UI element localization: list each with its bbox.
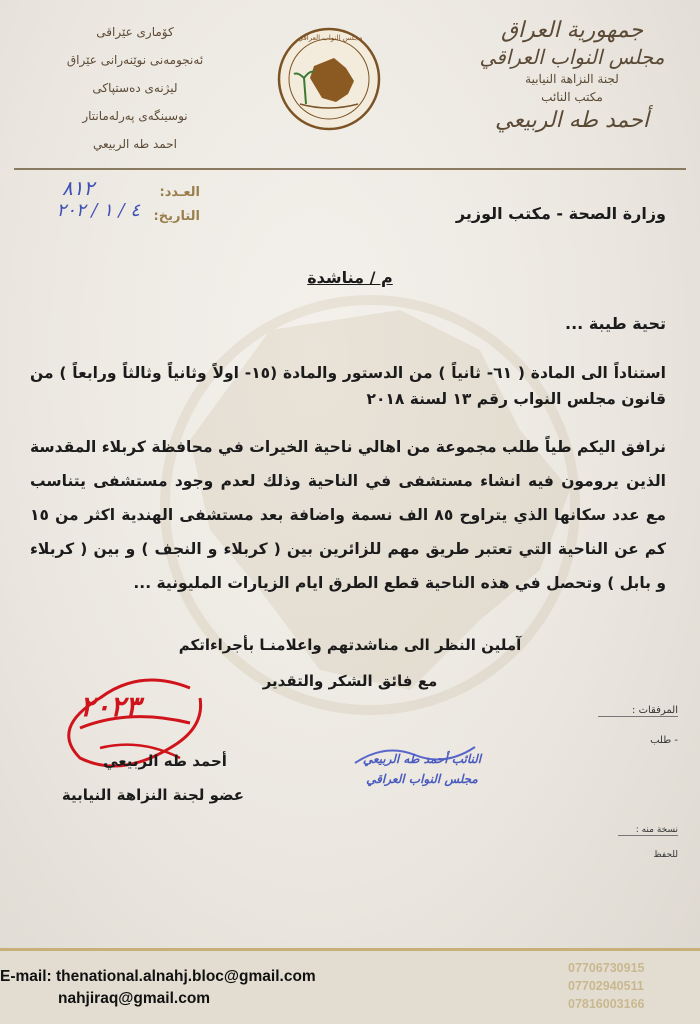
footer-phone-2: 07702940511	[568, 979, 644, 993]
number-value: ٨١٢	[62, 176, 95, 200]
header-ar-line4: مكتب النائب	[541, 90, 603, 104]
header-ar-line3: لجنة النزاهة النيابية	[525, 72, 619, 86]
header-kurdish	[30, 18, 240, 158]
paragraph-legal-basis: استناداً الى المادة ( ٦١- ثانياً ) من الدستور والمادة (١٥- اولاً وثانياً وثالثاً ورابعاً ) من قانون مجلس النواب رقم ١٣ لسنة ٢٠١٨	[30, 364, 666, 408]
stamp-line1: النائب أحمد طه الربيعي	[362, 752, 482, 766]
header-ku-line1: كۆماری عێراقی	[96, 25, 174, 39]
header-ar-line5: أحمد طه الربيعي	[495, 108, 649, 133]
signatory-name: أحمد طه الربيعي	[103, 752, 227, 770]
footer-email-primary[interactable]: E-mail: thenational.alnahj.bloc@gmail.com	[0, 968, 316, 985]
closing-line1: آملين النظر الى مناشدتهم واعلامنـا بأجراءاتكم	[178, 636, 522, 654]
greeting: تحية طيبة ...	[565, 314, 666, 333]
header-ar-line2: مجلس النواب العراقي	[479, 45, 665, 69]
header-ku-line3: لیژنەی دەستپاکی	[92, 81, 178, 95]
stamp-line2: مجلس النواب العراقي	[366, 772, 478, 786]
date-label: التاريخ:	[153, 209, 200, 224]
header-divider	[14, 168, 686, 170]
date-value: ٤ / ١ / ٢٠٢	[56, 200, 140, 221]
number-label: العـدد:	[159, 185, 200, 200]
copy-to-item: للحفظ	[653, 850, 678, 860]
signature-handwritten-date: ٢٠٢٣	[80, 690, 141, 723]
footer-email-secondary[interactable]: nahjiraq@gmail.com	[58, 990, 211, 1007]
footer-phone-3: 07816003166	[568, 997, 645, 1011]
number-row	[100, 181, 200, 200]
closing-line2: مع فائق الشكر والتقدير	[262, 672, 438, 690]
copy-to-label: نسخة منه :	[618, 825, 678, 836]
header-ku-line4: نوسینگەی پەرلەمانتار	[82, 109, 188, 123]
attachments-label: المرفقات :	[598, 705, 678, 717]
footer-phone-1: 07706730915	[568, 961, 645, 975]
header-ku-line2: ئەنجومەنی نوێنەرانی عێراق	[66, 53, 204, 67]
paragraph-request: نرافق اليكم طياً طلب مجموعة من اهالي ناحية الخيرات في محافظة كربلاء المقدسة الذين يرومون فيه انشاء مستشفى في الناحية وذلك لعدم وجود مستشفى يتناسب مع عدد سكانها الذي يتراوح ٨٥ الف نسمة واضافة بعد مستشفى الهندية اكثر من ١٥ كم عن الناحية التي تعتبر طريق مهم للزائرين بين ( كربلاء و النجف ) و بين ( كربلاء و بابل ) وتحصل في هذه الناحية قطع الطرق ايام الزيارات المليونية ...	[30, 438, 667, 592]
signatory-title: عضو لجنة النزاهة النيابية	[61, 786, 245, 804]
attachments-item: - طلب	[650, 735, 678, 746]
recipient: وزارة الصحة - مكتب الوزير	[455, 204, 666, 223]
header-ku-line5: احمد طه الربيعي	[93, 137, 177, 151]
header-ar-line1: جمهورية العراق	[500, 18, 644, 43]
header-arabic	[472, 18, 672, 136]
subject: م / مناشدة	[307, 268, 393, 287]
seal-text: مجلس النواب العراقي	[297, 34, 363, 42]
